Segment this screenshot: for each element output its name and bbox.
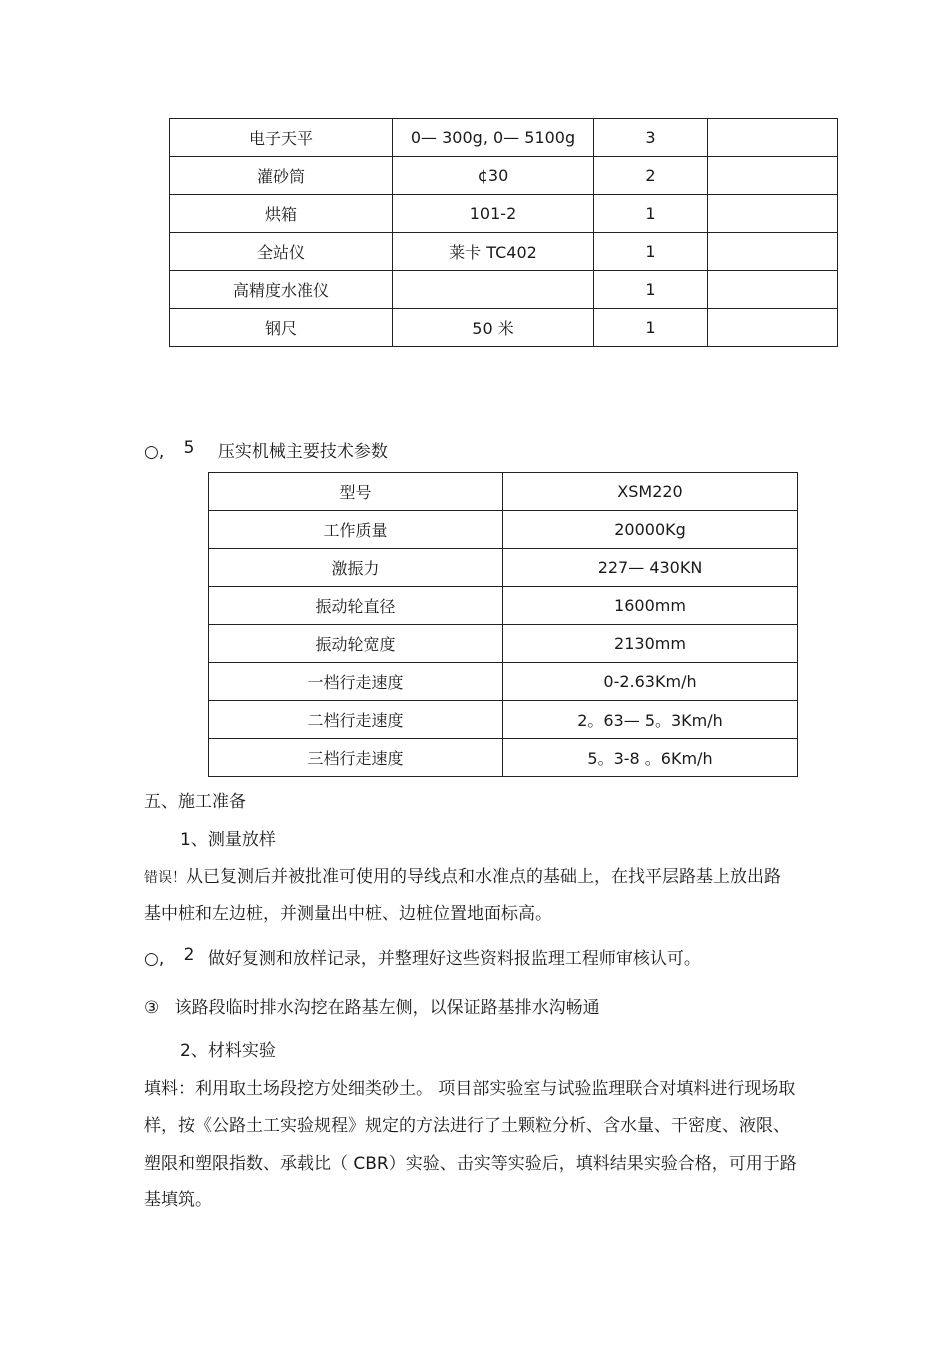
item-text: 做好复测和放样记录，并整理好这些资料报监理工程师审核认可。 <box>207 949 701 969</box>
table-row <box>170 271 838 309</box>
section-title: 压实机械主要技术参数 <box>217 442 388 462</box>
parameter-value: XSM220 <box>503 473 798 511</box>
paragraph-line: 基填筑。 <box>144 1190 212 1210</box>
equipment-spec: 莱卡 TC402 <box>393 233 594 271</box>
table-row <box>209 663 798 701</box>
table-row <box>209 739 798 777</box>
table-row <box>209 701 798 739</box>
table-row <box>170 309 838 347</box>
equipment-qty: 1 <box>594 195 708 233</box>
equipment-spec: 101-2 <box>393 195 594 233</box>
paragraph-text: 从已复测后并被批准可使用的导线点和水准点的基础上，在找平层路基上放出路 <box>186 867 781 887</box>
equipment-qty: 2 <box>594 157 708 195</box>
equipment-name: 高精度水准仪 <box>170 271 393 309</box>
table-row <box>170 233 838 271</box>
equipment-qty: 1 <box>594 233 708 271</box>
parameter-name: 工作质量 <box>209 511 503 549</box>
parameter-value: 227— 430KN <box>503 549 798 587</box>
section-heading-preparation: 五、施工准备 <box>144 792 246 812</box>
section-number: 5 <box>183 438 195 458</box>
equipment-qty: 3 <box>594 119 708 157</box>
list-item-3 <box>144 993 600 1018</box>
equipment-note <box>708 157 838 195</box>
table-row <box>209 549 798 587</box>
circle-marker: ○, <box>144 949 165 969</box>
equipment-name: 灌砂筒 <box>170 157 393 195</box>
roller-parameters-table <box>208 472 798 777</box>
paragraph-line <box>144 862 781 887</box>
equipment-spec <box>393 271 594 309</box>
parameter-value: 5。3-8 。6Km/h <box>503 739 798 777</box>
parameter-value: 1600mm <box>503 587 798 625</box>
item-text: 该路段临时排水沟挖在路基左侧，以保证路基排水沟畅通 <box>174 998 600 1018</box>
item-number: 2 <box>183 945 195 965</box>
parameter-name: 振动轮直径 <box>209 587 503 625</box>
parameter-name: 型号 <box>209 473 503 511</box>
paragraph-line: 样，按《公路土工实验规程》规定的方法进行了土颗粒分析、含水量、干密度、液限、 <box>144 1116 790 1136</box>
equipment-spec: ¢30 <box>393 157 594 195</box>
paragraph-line: 塑限和塑限指数、承载比（ CBR）实验、击实等实验后，填料结果实验合格，可用于路 <box>144 1154 797 1174</box>
equipment-note <box>708 271 838 309</box>
parameter-name: 振动轮宽度 <box>209 625 503 663</box>
table-row <box>209 587 798 625</box>
equipment-spec: 0— 300g, 0— 5100g <box>393 119 594 157</box>
equipment-name: 钢尺 <box>170 309 393 347</box>
parameter-name: 一档行走速度 <box>209 663 503 701</box>
list-item-2 <box>144 944 701 969</box>
table-row <box>209 511 798 549</box>
equipment-name: 电子天平 <box>170 119 393 157</box>
equipment-qty: 1 <box>594 309 708 347</box>
parameter-name: 三档行走速度 <box>209 739 503 777</box>
equipment-note <box>708 233 838 271</box>
table-row <box>209 473 798 511</box>
equipment-table <box>169 118 838 347</box>
parameter-value: 0-2.63Km/h <box>503 663 798 701</box>
equipment-name: 全站仪 <box>170 233 393 271</box>
parameter-name: 二档行走速度 <box>209 701 503 739</box>
equipment-name: 烘箱 <box>170 195 393 233</box>
paragraph-line: 基中桩和左边桩，并测量出中桩、边桩位置地面标高。 <box>144 904 552 924</box>
table-row <box>170 195 838 233</box>
equipment-note <box>708 195 838 233</box>
equipment-note <box>708 309 838 347</box>
circled-number-marker: ③ <box>144 998 160 1018</box>
table-row <box>209 625 798 663</box>
equipment-note <box>708 119 838 157</box>
equipment-spec: 50 米 <box>393 309 594 347</box>
parameter-value: 20000Kg <box>503 511 798 549</box>
parameter-value: 2130mm <box>503 625 798 663</box>
equipment-qty: 1 <box>594 271 708 309</box>
paragraph-line: 填料：利用取土场段挖方处细类砂土。 项目部实验室与试验监理联合对填料进行现场取 <box>144 1079 796 1099</box>
table-row <box>170 119 838 157</box>
circle-marker: ○, <box>144 442 165 462</box>
table-row <box>170 157 838 195</box>
parameter-name: 激振力 <box>209 549 503 587</box>
section-heading-roller <box>144 437 388 462</box>
subheading-materials: 2、材料实验 <box>180 1041 276 1061</box>
error-prefix: 错误！ <box>144 870 186 886</box>
subheading-survey: 1、测量放样 <box>180 830 276 850</box>
parameter-value: 2。63— 5。3Km/h <box>503 701 798 739</box>
